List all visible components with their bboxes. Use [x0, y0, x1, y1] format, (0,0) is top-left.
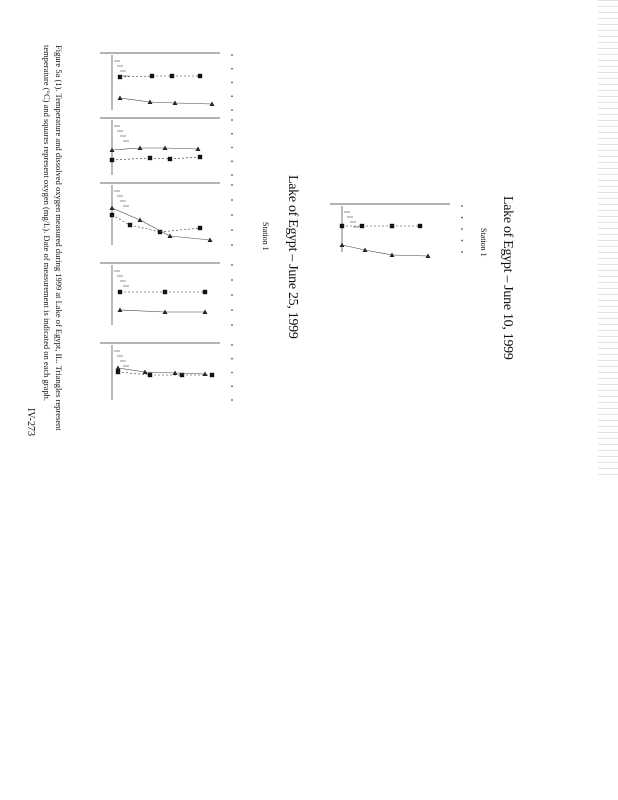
heading-june-25: Lake of Egypt – June 25, 1999 [285, 175, 300, 339]
panel-c-temperature-line [140, 220, 170, 236]
panel-e-tick [231, 372, 233, 374]
panel-a-tick [231, 109, 233, 111]
panel-d-tick [231, 264, 233, 266]
panel-jun10-temperature-point [340, 243, 345, 248]
panel-b-tick [231, 160, 233, 162]
panel-a-temperature-point [118, 96, 123, 101]
heading-june-10: Lake of Egypt – June 10, 1999 [500, 196, 515, 360]
panel-c-temperature-line [170, 236, 210, 240]
panel-e-temperature-point [116, 366, 121, 371]
panel-c-tick [231, 244, 233, 246]
panel-b-oxygen-line [170, 157, 200, 159]
panel-a-tick [231, 54, 233, 56]
station-label-top: Station 1 [479, 228, 488, 257]
panel-e-tick [231, 399, 233, 401]
figure-caption-line-1: Figure 5a (1). Temperature and dissolved oxygen measured during 1999 at Lake of Egypt, IL. Triangles represent [54, 45, 64, 431]
figure-caption-line-2: temperature (°C) and squares represent oxygen (mg/L). Date of measurement is indicated on each graph. [42, 45, 52, 402]
panel-c-tick [231, 184, 233, 186]
panel-c-tick [231, 199, 233, 201]
panel-d-tick [231, 279, 233, 281]
panel-jun10-tick [461, 240, 463, 242]
panel-c-tick [231, 229, 233, 231]
panel-d-temperature-point [118, 308, 123, 313]
panel-b-oxygen-line [150, 158, 170, 159]
panel-a-temperature-line [150, 102, 175, 103]
panel-jun10-tick [461, 228, 463, 230]
panel-c-tick [231, 214, 233, 216]
panel-c-oxygen-line [112, 215, 130, 225]
panel-c-temperature-point [110, 206, 115, 211]
panel-a-temperature-line [175, 103, 212, 104]
panel-jun10-temperature-line [342, 245, 365, 250]
panel-a-tick [231, 68, 233, 70]
panel-jun10-temperature-line [392, 255, 428, 256]
panel-b-temperature-line [112, 148, 140, 150]
panel-jun10-tick [461, 205, 463, 207]
panel-jun10-temperature-line [365, 250, 392, 255]
panel-b-tick [231, 133, 233, 135]
panel-e-tick [231, 344, 233, 346]
panel-e-temperature-line [118, 368, 145, 372]
panel-c-oxygen-line [160, 228, 200, 232]
panel-e-temperature-line [175, 373, 205, 374]
panel-a-temperature-line [120, 98, 150, 102]
station-label-mid: Station 1 [261, 222, 270, 251]
panel-d-tick [231, 324, 233, 326]
panel-jun10-tick [461, 217, 463, 219]
panel-e-tick [231, 385, 233, 387]
page-number: IV-273 [25, 408, 36, 436]
panel-b-tick [231, 147, 233, 149]
panel-a-tick [231, 82, 233, 84]
panel-a-tick [231, 95, 233, 97]
panel-e-tick [231, 358, 233, 360]
panel-d-temperature-line [120, 310, 165, 312]
panel-c-temperature-line [112, 208, 140, 220]
panel-d-tick [231, 294, 233, 296]
panel-b-temperature-line [165, 148, 198, 149]
panel-b-tick [231, 174, 233, 176]
panel-d-tick [231, 309, 233, 311]
panel-b-oxygen-line [112, 158, 150, 160]
panel-b-tick [231, 119, 233, 121]
panel-jun10-tick [461, 251, 463, 253]
